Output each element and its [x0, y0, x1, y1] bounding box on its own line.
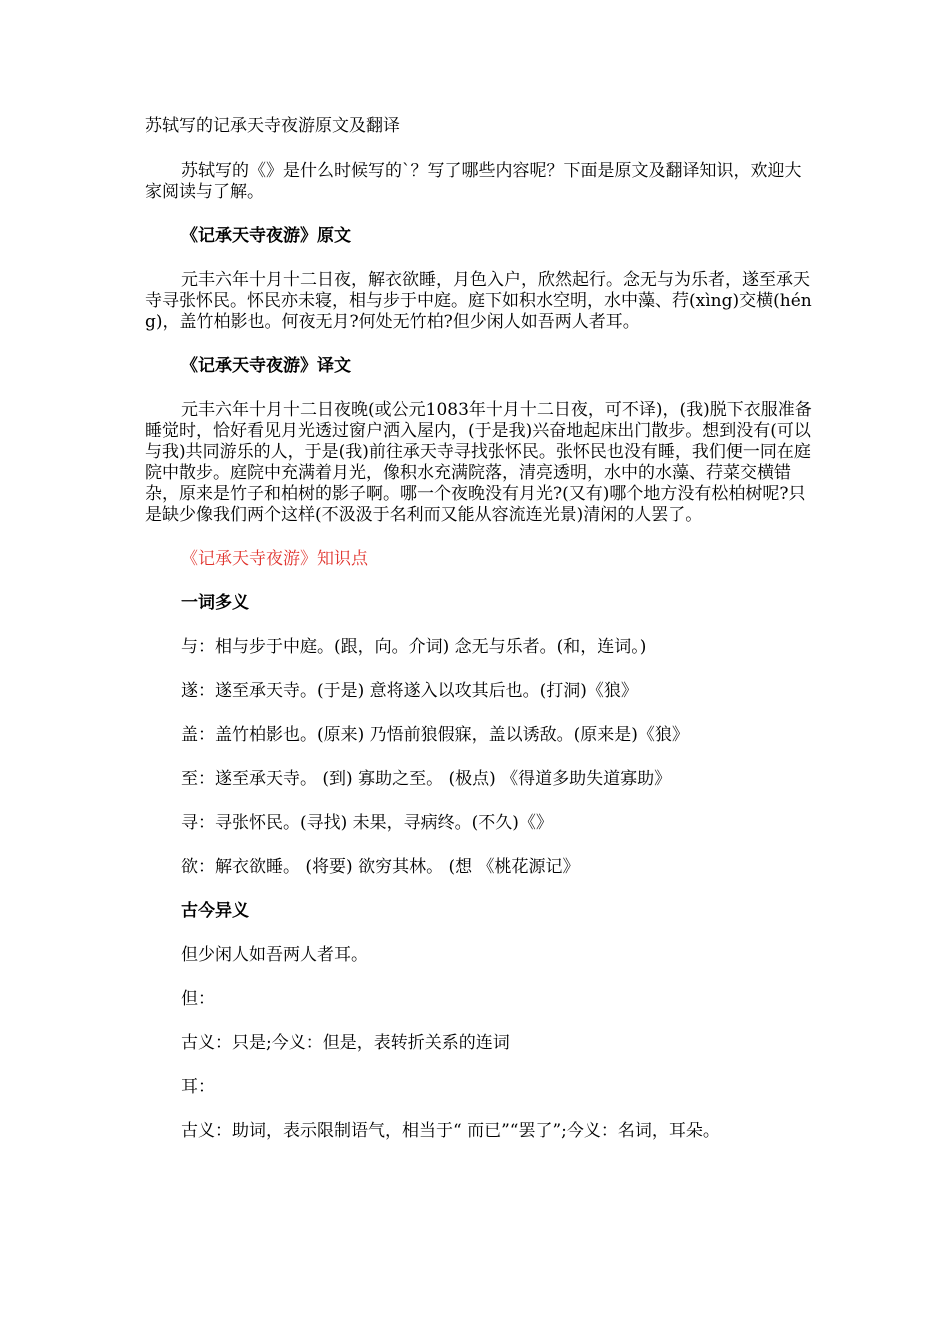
- word-er-meaning: 古义：助词，表示限制语气，相当于“ 而已”“罢了”;今义：名词，耳朵。: [181, 1121, 720, 1141]
- ancient-modern-heading: 古今异义: [181, 901, 249, 921]
- polysemy-item: 至：遂至承天寺。 (到) 寡助之至。 (极点) 《得道多助失道寡助》: [181, 769, 672, 789]
- knowledge-heading: 《记承天寺夜游》知识点: [181, 549, 368, 569]
- word-er-label: 耳：: [181, 1077, 215, 1097]
- polysemy-item: 遂：遂至承天寺。(于是) 意将遂入以攻其后也。(打洞)《狼》: [181, 681, 638, 701]
- polysemy-item: 盖：盖竹柏影也。(原来) 乃悟前狼假寐，盖以诱敌。(原来是)《狼》: [181, 725, 689, 745]
- translation-paragraph: 元丰六年十月十二日夜晚(或公元1083年十月十二日夜，可不译)，(我)脱下衣服准备睡觉时，恰好看见月光透过窗户洒入屋内，(于是我)兴奋地起床出门散步。想到没有(可以与我)共同游乐的人，于是(我)前往承天寺寻找张怀民。张怀民也没有睡，我们便一同在庭院中散步。庭院中充满着月光，像积水充满院落，清亮透明，水中的水藻、荇菜交横错杂，原来是竹子和柏树的影子啊。哪一个夜晚没有月光?(又有)哪个地方没有松柏树呢?只是缺少像我们两个这样(不汲汲于名利而又能从容流连光景)清闲的人罢了。: [145, 400, 812, 525]
- polysemy-item: 欲：解衣欲睡。 (将要) 欲穷其林。 (想 《桃花源记》: [181, 857, 580, 877]
- original-heading: 《记承天寺夜游》原文: [181, 226, 351, 246]
- intro-paragraph: 苏轼写的《》是什么时候写的`？写了哪些内容呢？下面是原文及翻译知识，欢迎大家阅读与了解。: [145, 161, 802, 202]
- translation-heading: 《记承天寺夜游》译文: [181, 356, 351, 376]
- original-paragraph: 元丰六年十月十二日夜，解衣欲睡，月色入户，欣然起行。念无与为乐者，遂至承天寺寻张怀民。怀民亦未寝，相与步于中庭。庭下如积水空明，水中藻、荇(xìng)交横(héng)，盖竹柏影也。何夜无月?何处无竹柏?但少闲人如吾两人者耳。: [145, 270, 812, 332]
- ancient-modern-sentence: 但少闲人如吾两人者耳。: [181, 945, 368, 965]
- word-dan-meaning: 古义：只是;今义：但是，表转折关系的连词: [181, 1033, 510, 1053]
- polysemy-heading: 一词多义: [181, 593, 249, 613]
- document-title: 苏轼写的记承天寺夜游原文及翻译: [145, 116, 400, 136]
- polysemy-item: 寻：寻张怀民。(寻找) 未果，寻病终。(不久)《》: [181, 813, 553, 833]
- document-body: [145, 116, 815, 1165]
- word-dan-label: 但：: [181, 989, 215, 1009]
- polysemy-item: 与：相与步于中庭。(跟，向。介词) 念无与乐者。(和，连词。): [181, 637, 647, 657]
